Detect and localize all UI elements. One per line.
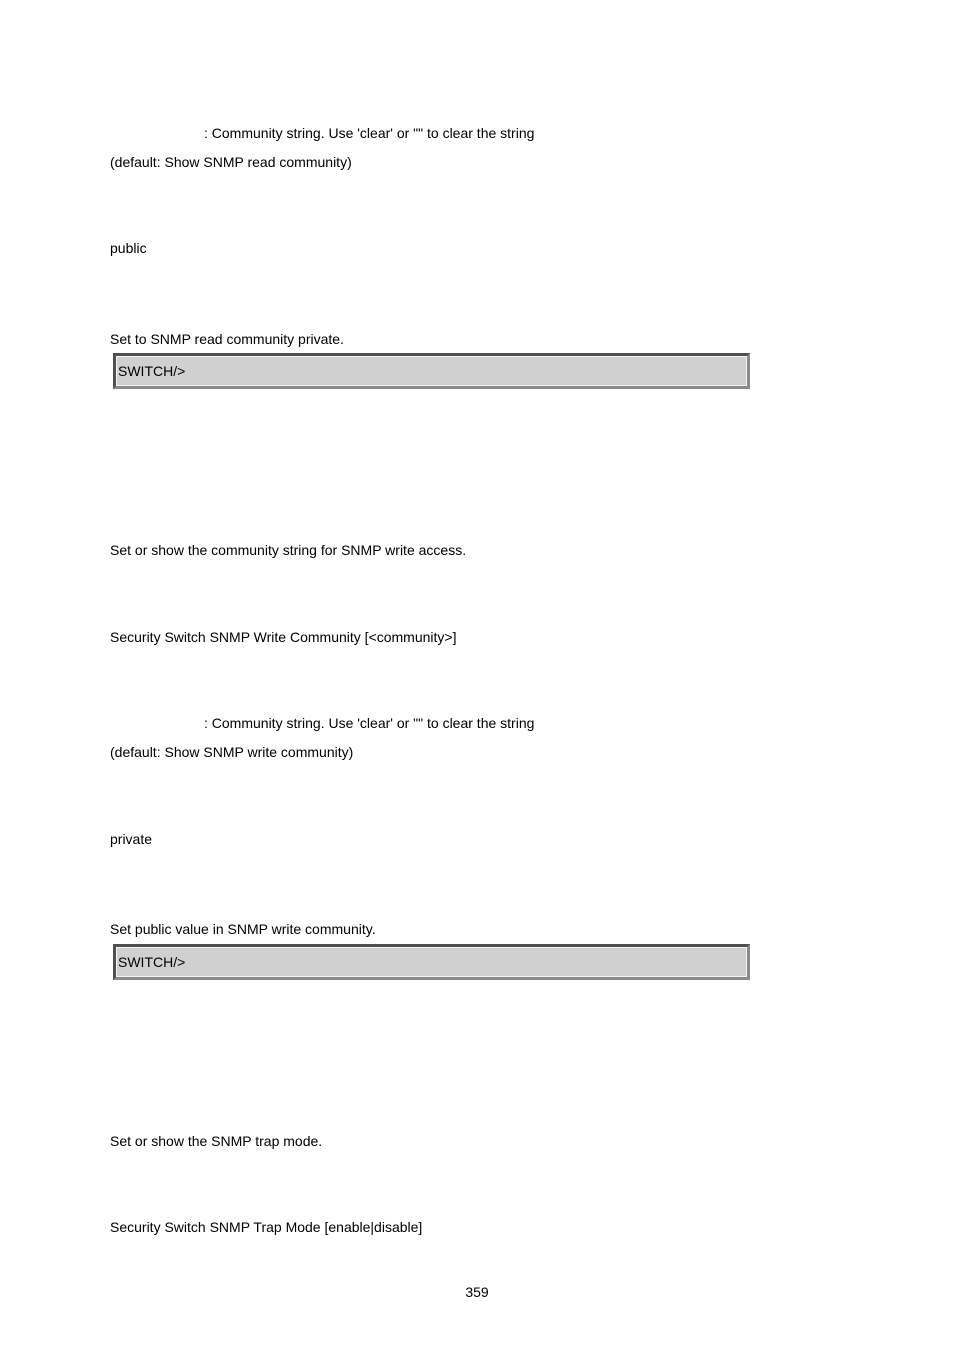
write-community-param-desc: : Community string. Use 'clear' or "" to clear the string [204, 715, 535, 731]
write-community-example-value: private [110, 831, 153, 847]
command-prompt: SWITCH/> [118, 954, 186, 970]
write-community-syntax: Security Switch SNMP Write Community [<community>] [110, 629, 457, 645]
read-community-example-desc: Set to SNMP read community private. [110, 331, 344, 347]
trap-mode-description: Set or show the SNMP trap mode. [110, 1133, 323, 1149]
write-community-description: Set or show the community string for SNMP write access. [110, 542, 467, 558]
write-community-default: (default: Show SNMP write community) [110, 744, 354, 760]
command-prompt: SWITCH/> [118, 363, 186, 379]
read-community-param-desc: : Community string. Use 'clear' or "" to clear the string [204, 125, 535, 141]
page-number: 359 [465, 1284, 489, 1300]
trap-mode-syntax: Security Switch SNMP Trap Mode [enable|disable] [110, 1219, 423, 1235]
write-community-example-desc: Set public value in SNMP write community. [110, 921, 376, 937]
read-community-example-value: public [110, 240, 147, 256]
read-community-command-box [113, 353, 750, 389]
write-community-command-box [113, 944, 750, 980]
read-community-default: (default: Show SNMP read community) [110, 154, 352, 170]
